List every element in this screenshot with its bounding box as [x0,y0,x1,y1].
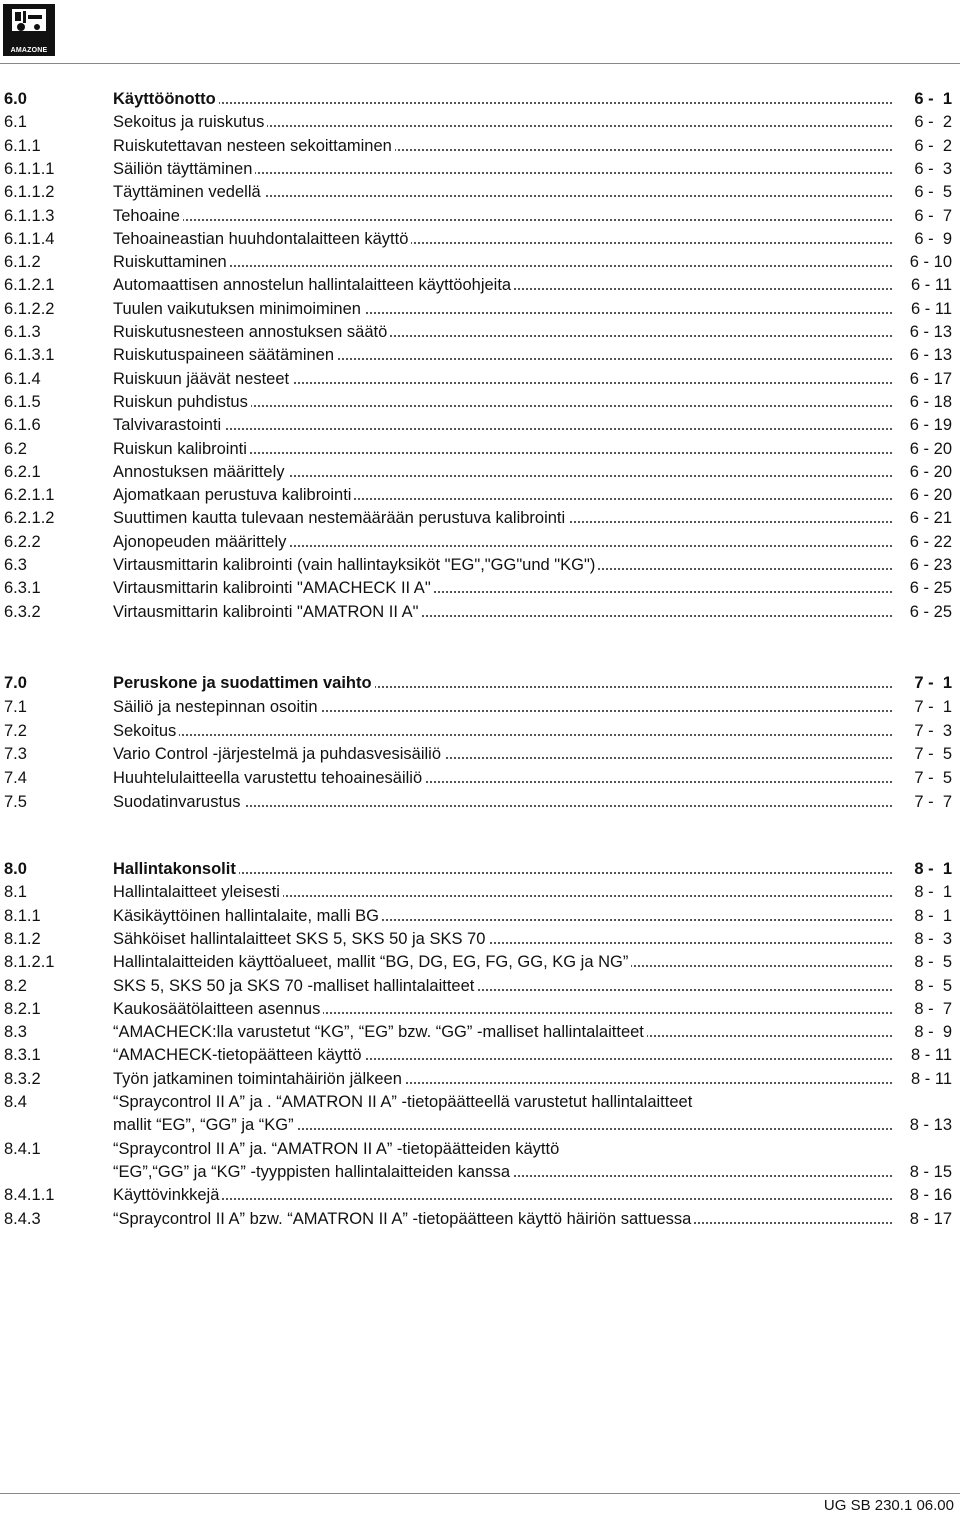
toc-entry-number: 6.3 [4,556,27,574]
toc-entry-number: 8.4.1.1 [4,1186,55,1205]
toc-page-number: 6 - 3 [914,159,952,178]
toc-entry-title: Virtausmittarin kalibrointi "AMATRON II A" [113,603,421,621]
toc-entry-title: Annostuksen määrittely [113,463,288,481]
toc-entry-number: 6.1.2.2 [4,299,55,318]
toc-page-number: 6 - 17 [909,369,952,388]
toc-entry-title: Sekoitus ja ruiskutus [113,113,267,131]
toc-entry [0,696,960,718]
toc-entry-number: 8.2.1 [4,999,41,1018]
toc-entry-number: 7.5 [4,793,27,811]
toc-entry-title: Käyttövinkkejä [113,1186,222,1204]
footer-rule [0,1493,960,1494]
toc-page-number: 8 - 11 [911,1046,952,1065]
toc-entry [0,554,960,576]
toc-entry-number: 6.1 [4,113,27,132]
toc-page-number: 6 - 23 [909,556,952,574]
toc-entry-number: 8.3 [4,1023,27,1042]
toc-entry [0,344,960,366]
toc-entry-title: Ruiskutettavan nesteen sekoittaminen [113,137,395,155]
toc-entry-number: 6.2.1.2 [4,509,55,528]
toc-entry [0,951,960,973]
toc-entry-title: Työn jatkaminen toimintahäiriön jälkeen [113,1070,405,1088]
toc-entry [0,601,960,623]
toc-entry-title: Suuttimen kautta tulevaan nestemäärään perustuva kalibrointi [113,509,568,527]
toc-entry-number: 6.2 [4,439,27,458]
toc-entry-number: 6.0 [4,90,27,108]
toc-entry-number: 6.1.1.1 [4,159,55,178]
toc-entry [0,928,960,950]
toc-entry-number: 7.4 [4,769,27,788]
toc-entry [0,1068,960,1090]
toc-entry [0,905,960,927]
dot-leader [113,1198,892,1200]
toc-page-number: 6 - 25 [909,579,952,598]
toc-entry [0,391,960,413]
toc-page-number: 6 - 13 [909,323,952,341]
toc-page-number: 8 - 5 [914,976,952,995]
toc-entry-number: 6.1.3.1 [4,346,55,365]
toc-page-number: 8 - 17 [909,1209,952,1228]
toc-entry-title: Huuhtelulaitteella varustettu tehoainesäiliö [113,769,425,787]
toc-page-number: 6 - 2 [914,136,952,155]
toc-entry-number: 8.1.2 [4,929,41,948]
toc-page-number: 6 - 5 [914,183,952,202]
toc-entry-number: 6.1.1.3 [4,206,55,225]
toc-entry-number: 7.2 [4,721,27,740]
toc-page-number: 6 - 1 [914,90,952,108]
toc-entry-title: Hallintalaitteet yleisesti [113,883,283,901]
toc-entry-title: Tehoaineastian huuhdontalaitteen käyttö [113,230,411,248]
toc-entry [0,298,960,320]
toc-entry-title: Hallintakonsolit [113,860,239,878]
toc-entry [0,181,960,203]
toc-entry [0,1208,960,1230]
toc-entry-number: 6.2.1.1 [4,486,55,505]
toc-entry-title: “Spraycontrol II A” ja . “AMATRON II A” -tietopäätteellä varustetut hallintalaitteet [113,1093,693,1111]
toc-entry-title: Ruiskuttaminen [113,253,230,271]
toc-entry-number: 6.1.1 [4,136,41,155]
toc-entry-number: 6.3.1 [4,579,41,598]
tractor-logo-icon [9,7,49,41]
toc-page-number: 8 - 7 [914,999,952,1018]
toc-entry [0,414,960,436]
toc-entry [0,438,960,460]
toc-entry-number: 6.2.2 [4,532,41,551]
toc-page-number: 8 - 15 [909,1162,952,1181]
toc-entry [0,743,960,765]
toc-page-number: 8 - 3 [914,929,952,948]
toc-entry-title: Kaukosäätölaitteen asennus [113,1000,323,1018]
toc-entry [0,998,960,1020]
toc-entry-number: 6.1.1.2 [4,183,55,202]
toc-entry [0,1044,960,1066]
toc-entry-number: 6.3.2 [4,602,41,621]
toc-entry [0,135,960,157]
toc-page-number: 8 - 9 [914,1023,952,1042]
toc-entry-number: 8.1.1 [4,906,41,925]
toc-page-number: 6 - 13 [909,346,952,365]
toc-entry-number: 8.2 [4,976,27,995]
toc-entry-title: Täyttäminen vedellä [113,183,264,201]
toc-entry-number: 7.0 [4,674,27,692]
toc-entry-number: 7.3 [4,745,27,764]
toc-entry-title: Säiliön täyttäminen [113,160,255,178]
toc-entry-title: Ruiskutuspaineen säätäminen [113,346,337,364]
toc-entry-title: Tuulen vaikutuksen minimoiminen [113,300,364,318]
dot-leader [113,734,892,736]
toc-page-number: 6 - 2 [914,113,952,132]
toc-entry [0,1161,960,1183]
toc-entry-title: mallit “EG”, “GG” ja “KG” [113,1116,297,1134]
toc-entry-number: 6.2.1 [4,462,41,481]
toc-entry-number: 6.1.3 [4,323,41,341]
toc-page-number: 7 - 5 [914,745,952,764]
toc-entry [0,484,960,506]
toc-page-number: 8 - 5 [914,953,952,972]
toc-entry-title: “AMACHECK-tietopäätteen käyttö [113,1046,365,1064]
toc-entry-title: Peruskone ja suodattimen vaihto [113,674,375,692]
toc-chapter-heading [0,858,960,880]
toc-entry [0,767,960,789]
toc-entry [0,975,960,997]
toc-entry-title: Virtausmittarin kalibrointi "AMACHECK II A" [113,579,434,597]
toc-entry-number: 6.1.4 [4,369,41,388]
toc-entry [0,507,960,529]
toc-entry [0,1138,960,1160]
toc-page-number: 6 - 19 [909,416,952,435]
header-rule [0,63,960,64]
logo-text: AMAZONE [10,47,48,54]
toc-entry-number: 6.1.2 [4,253,41,272]
toc-entry-title: Talvivarastointi [113,416,224,434]
dot-leader [113,102,892,104]
toc-entry [0,1114,960,1136]
toc-entry-title: Käyttöönotto [113,90,219,108]
toc-entry [0,1021,960,1043]
toc-entry-title: SKS 5, SKS 50 ja SKS 70 -malliset hallintalaitteet [113,977,477,995]
toc-page-number: 6 - 11 [911,276,952,295]
toc-entry-number: 8.4 [4,1093,27,1111]
toc-chapter-heading [0,88,960,110]
toc-entry-number: 6.1.5 [4,392,41,411]
toc-entry-title: Käsikäyttöinen hallintalaite, malli BG [113,907,382,925]
toc-entry-number: 8.3.1 [4,1046,41,1065]
toc-page-number: 7 - 7 [914,793,952,811]
toc-entry-number: 8.1.2.1 [4,953,55,972]
toc-entry-number: 8.1 [4,883,27,902]
toc-entry-title: Sekoitus [113,722,179,740]
toc-entry-title: Ajomatkaan perustuva kalibrointi [113,486,354,504]
toc-page-number: 8 - 11 [911,1069,952,1088]
toc-page-number: 7 - 1 [914,697,952,716]
toc-page-number: 6 - 20 [909,486,952,505]
toc-entry-number: 7.1 [4,697,27,716]
toc-entry [0,1184,960,1206]
toc-entry [0,720,960,742]
toc-page-number: 6 - 11 [911,299,952,318]
toc-entry-title: Ruiskun puhdistus [113,393,251,411]
toc-page-number: 6 - 21 [909,509,952,528]
toc-entry-title: “Spraycontrol II A” bzw. “AMATRON II A” -tietopäätteen käyttö häiriön sattuessa [113,1210,694,1228]
toc-entry-title: Ruiskutusnesteen annostuksen säätö [113,323,390,341]
toc-entry-title: Vario Control -järjestelmä ja puhdasvesisäiliö [113,745,444,763]
toc-entry-title: Säiliö ja nestepinnan osoitin [113,698,321,716]
toc-entry [0,158,960,180]
toc-entry-title: Sähköiset hallintalaitteet SKS 5, SKS 50 ja SKS 70 [113,930,488,948]
toc-entry-title: Hallintalaitteiden käyttöalueet, mallit “BG, DG, EG, FG, GG, KG ja NG” [113,953,631,971]
toc-entry-title: Virtausmittarin kalibrointi (vain hallintayksiköt "EG","GG"und "KG") [113,556,598,574]
toc-entry [0,228,960,250]
toc-page-number: 7 - 1 [914,674,952,692]
toc-page-number: 6 - 9 [914,229,952,248]
toc-chapter-heading [0,672,960,694]
toc-entry-title: Automaattisen annostelun hallintalaitteen käyttöohjeita [113,276,514,294]
toc-page-number: 6 - 20 [909,462,952,481]
toc-entry [0,1091,960,1113]
toc-page-number: 6 - 10 [909,253,952,272]
toc-entry [0,251,960,273]
toc-page-number: 6 - 25 [909,602,952,621]
toc-entry-number: 8.0 [4,860,27,878]
dot-leader [113,428,892,430]
toc-entry [0,111,960,133]
toc-page-number: 6 - 7 [914,206,952,225]
toc-entry [0,531,960,553]
toc-page-number: 8 - 13 [909,1116,952,1135]
toc-entry-number: 6.1.1.4 [4,229,55,248]
toc-page-number: 8 - 16 [909,1186,952,1205]
toc-page-number: 8 - 1 [914,883,952,902]
toc-page-number: 6 - 22 [909,532,952,551]
toc-entry-title: Suodatinvarustus [113,793,244,811]
toc-entry-title: Ruiskuun jäävät nesteet [113,370,292,388]
toc-entry-number: 8.4.1 [4,1139,41,1158]
toc-entry-number: 6.1.6 [4,416,41,435]
toc-entry [0,274,960,296]
toc-entry-number: 6.1.2.1 [4,276,55,295]
toc-entry [0,205,960,227]
toc-entry-title: “AMACHECK:lla varustetut “KG”, “EG” bzw. “GG” -malliset hallintalaitteet [113,1023,647,1041]
toc-entry [0,321,960,343]
toc-page-number: 8 - 1 [914,860,952,878]
toc-page-number: 7 - 5 [914,769,952,788]
toc-page-number: 6 - 20 [909,439,952,458]
toc-entry [0,368,960,390]
toc-page-number: 7 - 3 [914,721,952,740]
footer-document-code: UG SB 230.1 06.00 [823,1497,954,1514]
toc-entry [0,881,960,903]
toc-entry-number: 8.4.3 [4,1209,41,1228]
amazone-logo [3,4,55,56]
toc-entry [0,577,960,599]
toc-entry [0,461,960,483]
toc-page-number: 6 - 18 [909,392,952,411]
toc-entry-title: “Spraycontrol II A” ja. “AMATRON II A” -tietopäätteiden käyttö [113,1139,560,1158]
toc-entry-title: “EG”,“GG” ja “KG” -tyyppisten hallintalaitteiden kanssa [113,1163,513,1181]
toc-entry-title: Tehoaine [113,207,183,225]
toc-entry-title: Ajonopeuden määrittely [113,533,289,551]
toc-entry-number: 8.3.2 [4,1069,41,1088]
dot-leader [113,219,892,221]
toc-entry [0,791,960,813]
toc-entry-title: Ruiskun kalibrointi [113,440,250,458]
toc-page-number: 8 - 1 [914,906,952,925]
